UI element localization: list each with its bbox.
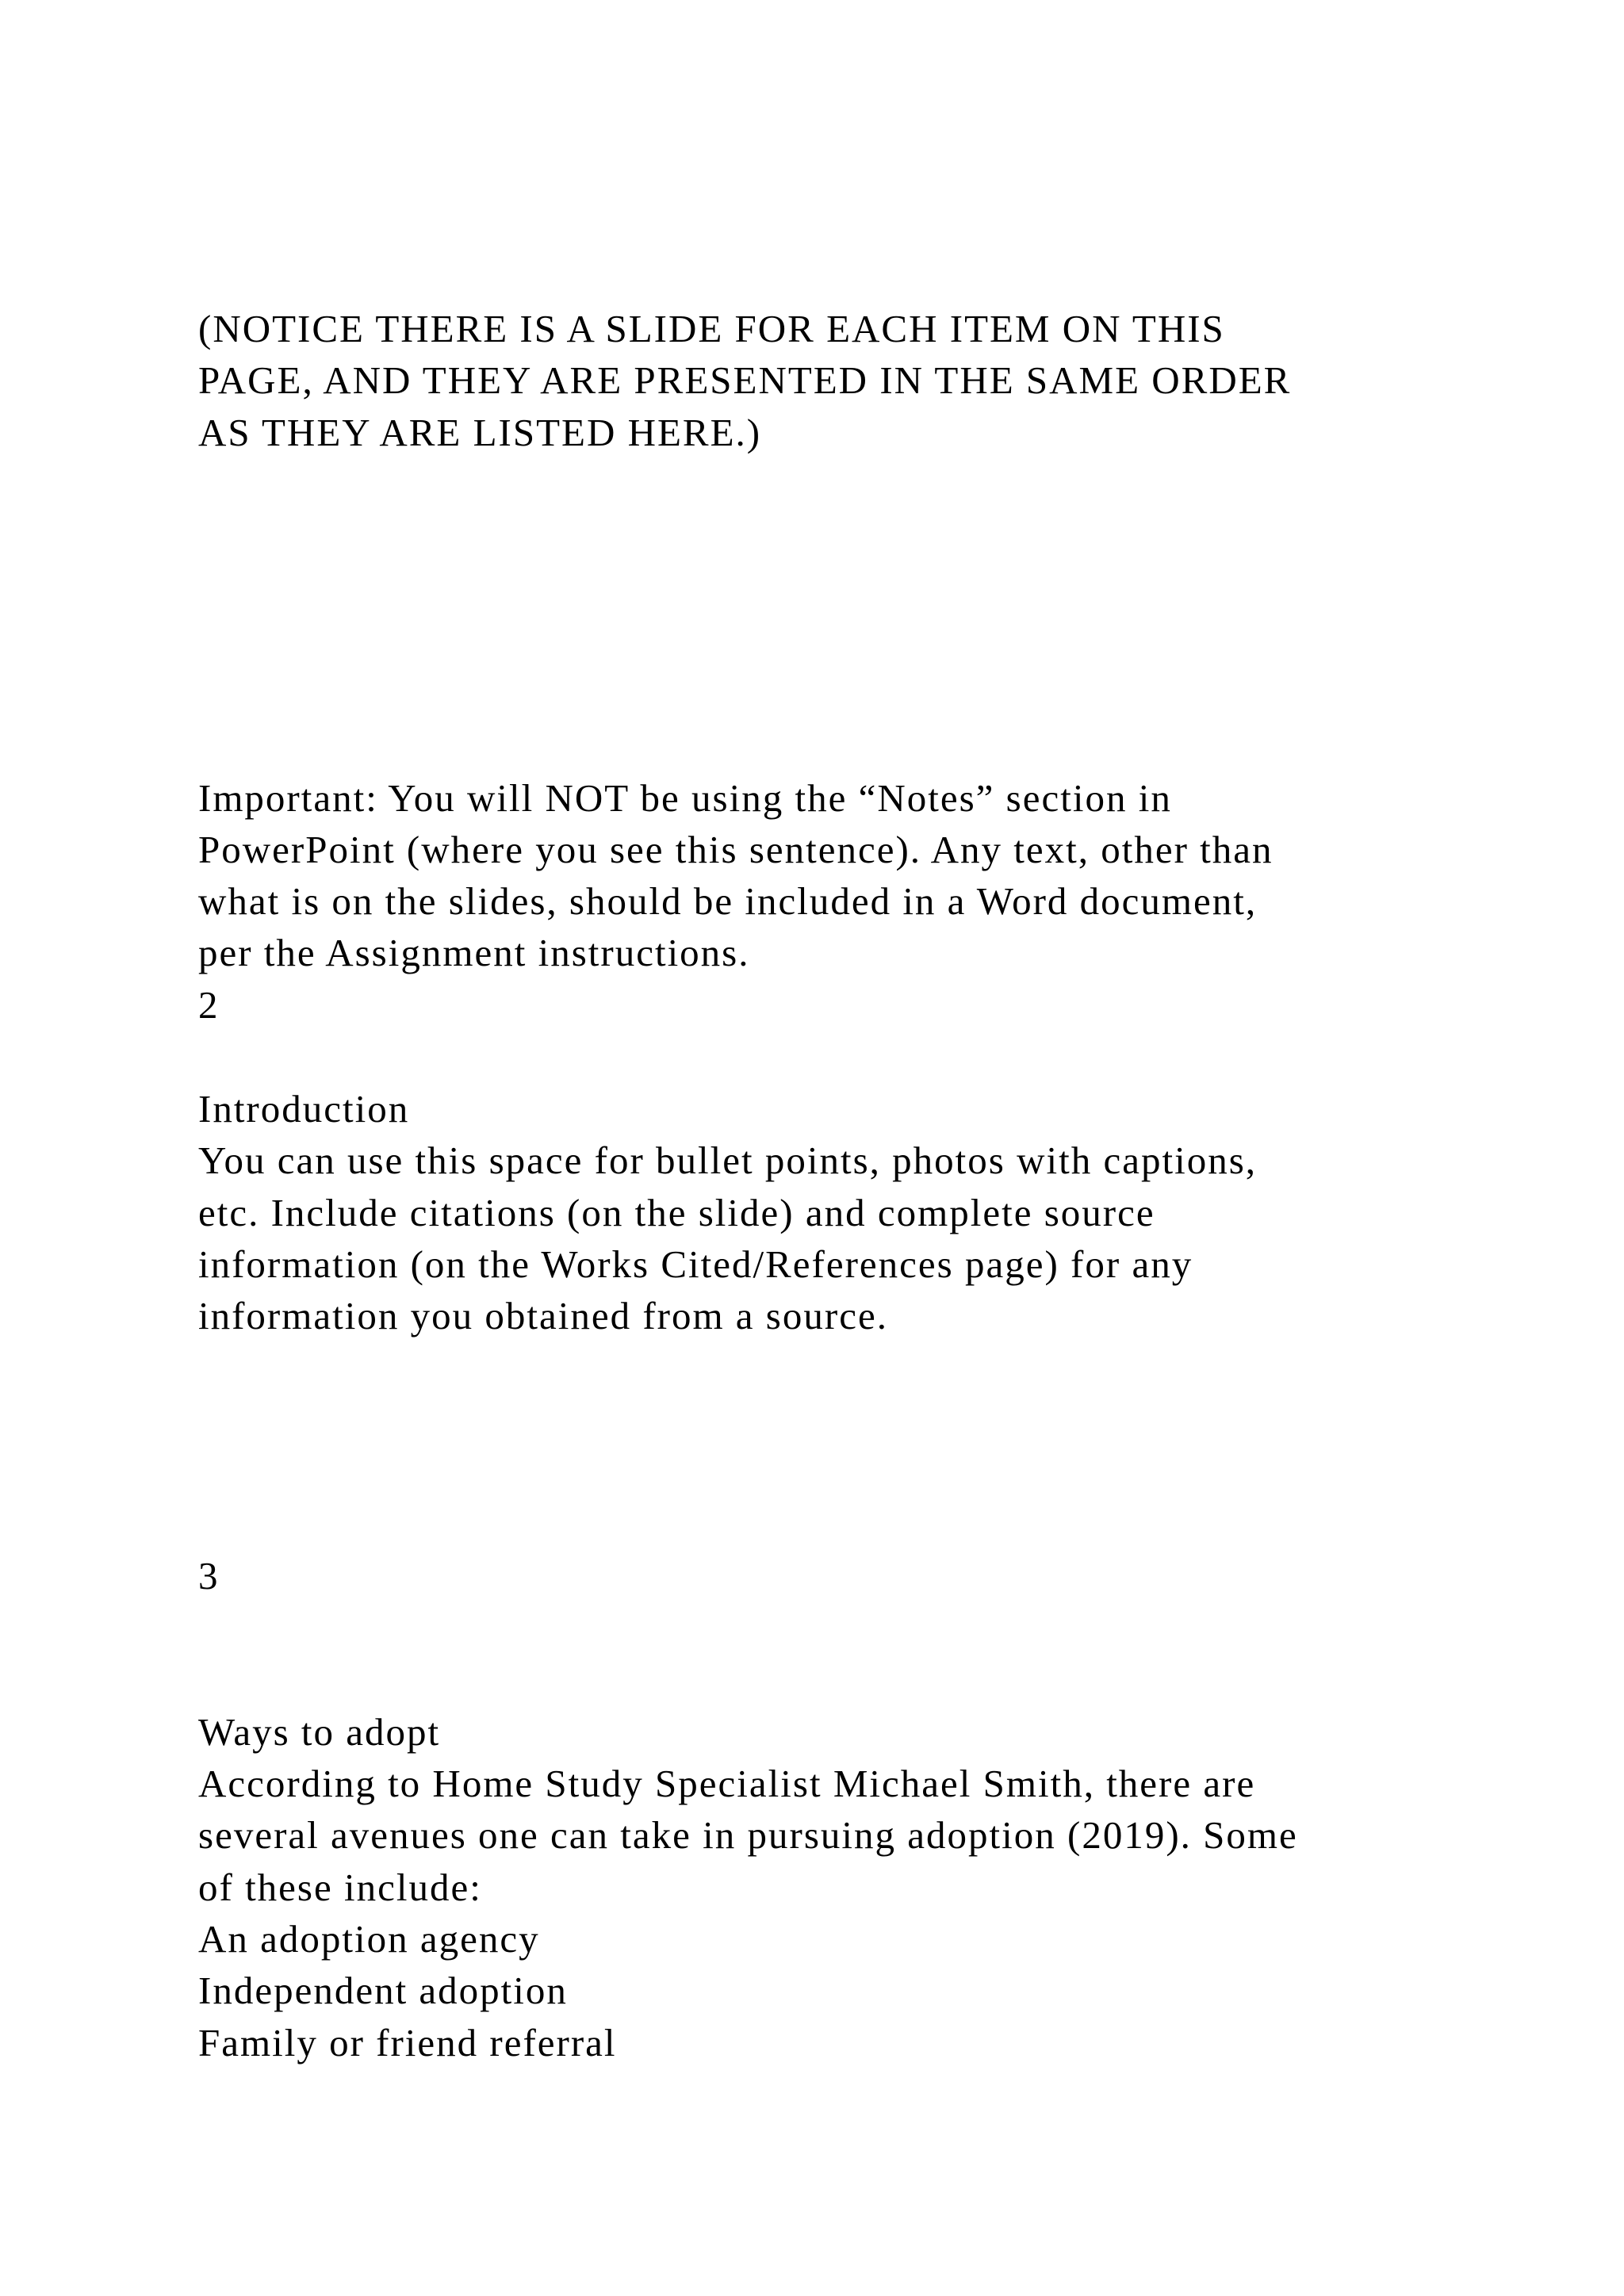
- introduction-line: information (on the Works Cited/References page) for any: [198, 1242, 1193, 1286]
- slide-number: 3: [198, 1554, 220, 1598]
- introduction-line: You can use this space for bullet points, photos with captions,: [198, 1138, 1258, 1182]
- introduction-line: information you obtained from a source.: [198, 1294, 888, 1337]
- notice-line: PAGE, AND THEY ARE PRESENTED IN THE SAME ORDER: [198, 358, 1292, 402]
- ways-to-adopt-heading: Ways to adopt: [198, 1710, 441, 1754]
- important-line: per the Assignment instructions.: [198, 931, 750, 974]
- important-line: Important: You will NOT be using the “Notes” section in: [198, 776, 1172, 820]
- important-line: what is on the slides, should be included in a Word document,: [198, 879, 1258, 923]
- notice-line: (NOTICE THERE IS A SLIDE FOR EACH ITEM ON THIS: [198, 307, 1225, 350]
- list-item: An adoption agency: [198, 1917, 540, 1961]
- list-item: Family or friend referral: [198, 2021, 617, 2064]
- important-line: PowerPoint (where you see this sentence). Any text, other than: [198, 828, 1274, 871]
- introduction-line: etc. Include citations (on the slide) and complete source: [198, 1191, 1155, 1234]
- ways-to-adopt-line: several avenues one can take in pursuing adoption (2019). Some: [198, 1813, 1298, 1857]
- list-item: Independent adoption: [198, 1969, 568, 2012]
- introduction-heading: Introduction: [198, 1087, 410, 1131]
- ways-to-adopt-line: According to Home Study Specialist Michael Smith, there are: [198, 1762, 1256, 1805]
- ways-to-adopt-line: of these include:: [198, 1866, 482, 1909]
- slide-number: 2: [198, 983, 220, 1027]
- notice-line: AS THEY ARE LISTED HERE.): [198, 411, 762, 454]
